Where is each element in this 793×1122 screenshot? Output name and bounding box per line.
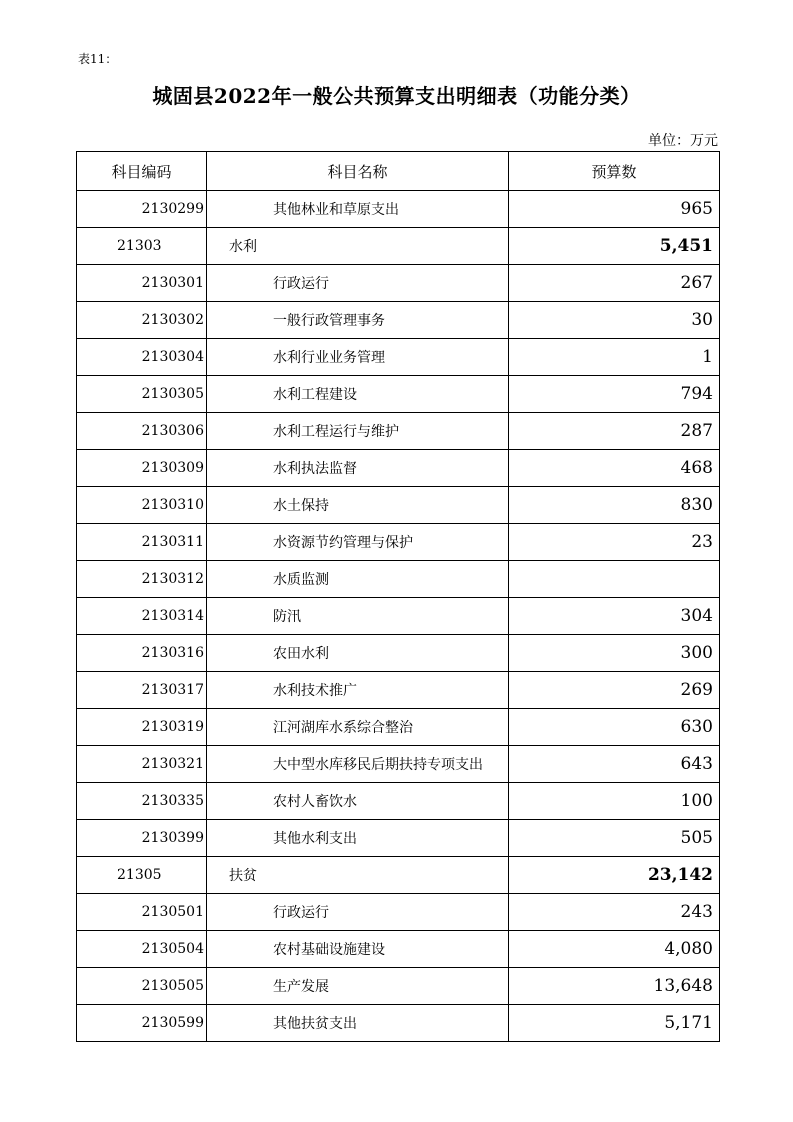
table-row: [77, 339, 720, 376]
row-code: 2130599: [77, 1005, 207, 1042]
table-row: [77, 450, 720, 487]
row-amount: 4,080: [509, 931, 720, 968]
table-row: [77, 191, 720, 228]
table-row: [77, 746, 720, 783]
row-name: 水利工程运行与维护: [207, 413, 509, 450]
row-amount: 468: [509, 450, 720, 487]
row-code: 2130299: [77, 191, 207, 228]
row-name: 行政运行: [207, 894, 509, 931]
row-amount: 23,142: [509, 857, 720, 894]
row-amount: 300: [509, 635, 720, 672]
row-code: 2130314: [77, 598, 207, 635]
row-code: 2130399: [77, 820, 207, 857]
row-amount: 1: [509, 339, 720, 376]
budget-table: [76, 151, 720, 1042]
row-amount: 30: [509, 302, 720, 339]
row-name: 水利: [207, 228, 509, 265]
row-amount: 965: [509, 191, 720, 228]
row-amount: 23: [509, 524, 720, 561]
row-amount: 267: [509, 265, 720, 302]
row-amount: 269: [509, 672, 720, 709]
row-name: 水资源节约管理与保护: [207, 524, 509, 561]
table-row: [77, 1005, 720, 1042]
table-header-row: [77, 152, 720, 191]
row-amount: 505: [509, 820, 720, 857]
row-name: 水质监测: [207, 561, 509, 598]
row-name: 防汛: [207, 598, 509, 635]
unit-label: 单位：万元: [648, 133, 718, 149]
row-code: 2130317: [77, 672, 207, 709]
row-code: 2130311: [77, 524, 207, 561]
table-row: [77, 561, 720, 598]
row-name: 行政运行: [207, 265, 509, 302]
table-row: [77, 598, 720, 635]
row-code: 2130302: [77, 302, 207, 339]
row-code: 2130501: [77, 894, 207, 931]
table-row: [77, 783, 720, 820]
row-amount: 643: [509, 746, 720, 783]
row-code: 2130305: [77, 376, 207, 413]
table-row: [77, 635, 720, 672]
row-name: 水利工程建设: [207, 376, 509, 413]
table-row: [77, 228, 720, 265]
row-code: 21305: [77, 857, 207, 894]
row-name: 其他扶贫支出: [207, 1005, 509, 1042]
row-code: 2130309: [77, 450, 207, 487]
row-amount: [509, 561, 720, 598]
row-amount: 304: [509, 598, 720, 635]
header-amount: 预算数: [509, 152, 720, 191]
table-row: [77, 857, 720, 894]
row-amount: 287: [509, 413, 720, 450]
table-row: [77, 709, 720, 746]
row-code: 2130304: [77, 339, 207, 376]
row-amount: 5,171: [509, 1005, 720, 1042]
table-row: [77, 931, 720, 968]
row-code: 2130312: [77, 561, 207, 598]
row-code: 21303: [77, 228, 207, 265]
table-row: [77, 672, 720, 709]
table-row: [77, 413, 720, 450]
row-name: 农村基础设施建设: [207, 931, 509, 968]
header-code: 科目编码: [77, 152, 207, 191]
table-row: [77, 968, 720, 1005]
row-code: 2130335: [77, 783, 207, 820]
row-name: 水利行业业务管理: [207, 339, 509, 376]
page-title: 城固县2022年一般公共预算支出明细表（功能分类）: [152, 84, 641, 108]
table-number: 表11：: [78, 52, 118, 66]
row-code: 2130505: [77, 968, 207, 1005]
row-code: 2130310: [77, 487, 207, 524]
row-name: 农村人畜饮水: [207, 783, 509, 820]
row-code: 2130306: [77, 413, 207, 450]
table-row: [77, 524, 720, 561]
row-name: 江河湖库水系综合整治: [207, 709, 509, 746]
row-amount: 794: [509, 376, 720, 413]
row-amount: 630: [509, 709, 720, 746]
row-name: 生产发展: [207, 968, 509, 1005]
row-name: 水土保持: [207, 487, 509, 524]
table-row: [77, 265, 720, 302]
header-name: 科目名称: [207, 152, 509, 191]
row-code: 2130316: [77, 635, 207, 672]
row-name: 水利技术推广: [207, 672, 509, 709]
row-code: 2130319: [77, 709, 207, 746]
row-name: 水利执法监督: [207, 450, 509, 487]
row-name: 其他林业和草原支出: [207, 191, 509, 228]
row-code: 2130301: [77, 265, 207, 302]
row-name: 大中型水库移民后期扶持专项支出: [207, 746, 509, 783]
row-amount: 100: [509, 783, 720, 820]
row-code: 2130504: [77, 931, 207, 968]
row-name: 扶贫: [207, 857, 509, 894]
table-row: [77, 487, 720, 524]
row-amount: 243: [509, 894, 720, 931]
row-name: 其他水利支出: [207, 820, 509, 857]
row-amount: 13,648: [509, 968, 720, 1005]
row-name: 农田水利: [207, 635, 509, 672]
row-amount: 830: [509, 487, 720, 524]
row-name: 一般行政管理事务: [207, 302, 509, 339]
table-row: [77, 894, 720, 931]
table-row: [77, 820, 720, 857]
row-code: 2130321: [77, 746, 207, 783]
table-row: [77, 302, 720, 339]
row-amount: 5,451: [509, 228, 720, 265]
table-row: [77, 376, 720, 413]
